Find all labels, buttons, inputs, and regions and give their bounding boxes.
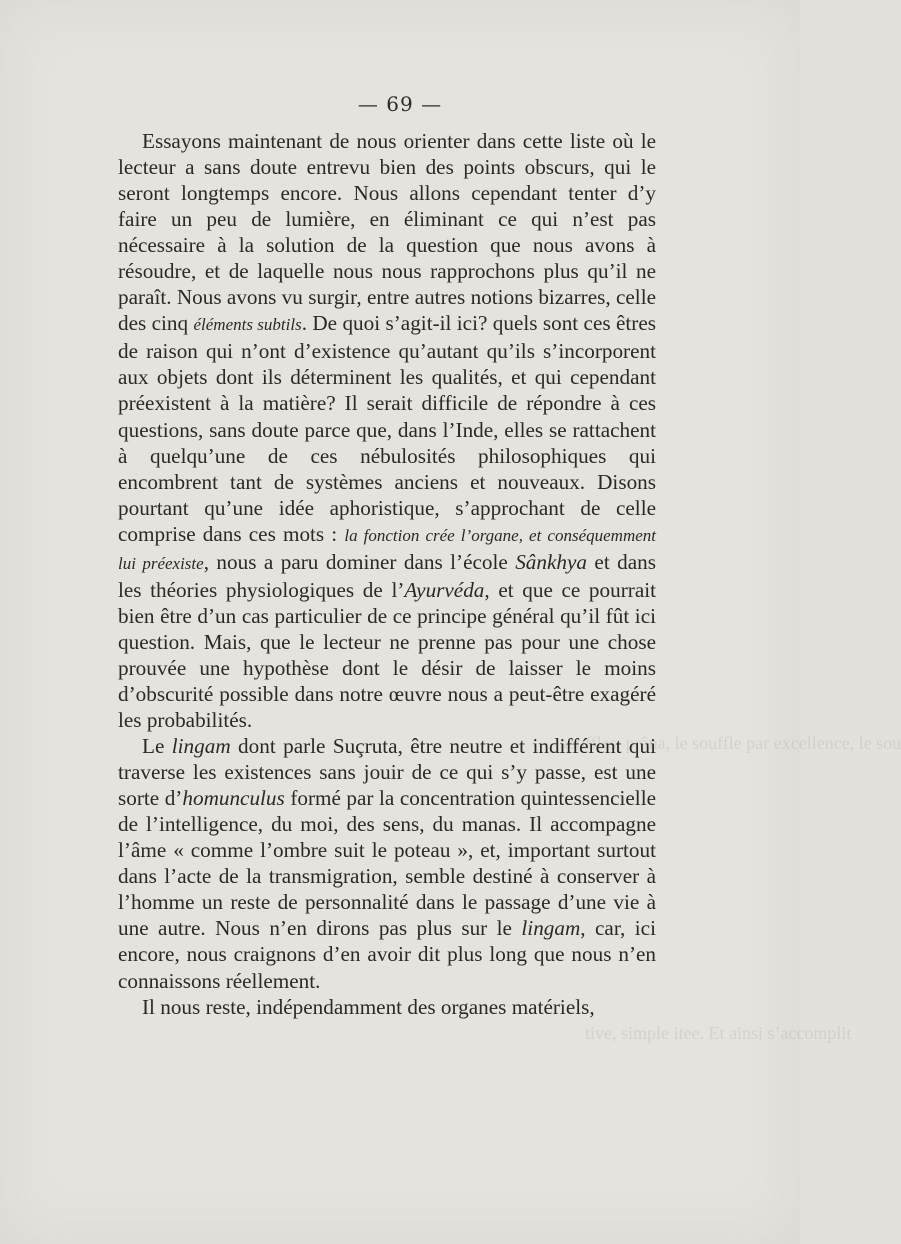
bleed-through-text-2: tive, simple itee. Et ainsi s’accomplit [585, 1023, 852, 1043]
term-ayurveda: Ayurvéda [404, 577, 485, 602]
paragraph-3 [118, 994, 656, 1020]
quotation-fonction-organe: la fonction crée l’organe, et conséquemment lui préexiste [118, 525, 656, 573]
paragraph-1-text-2: . De quoi s’agit-il ici? quels sont ces êtres de raison qui n’ont d’existence qu’autant qu’ils s’incorporent aux objets dont ils déterminent les qualités, et qui cependant préexistent à la matière? Il serait difficile de répondre à ces questions, sans doute parce que, dans l’Inde, elles se rattachent à quelqu’une de ces nébulosités philosophiques qui encombrent tant de systèmes anciens et nouveaux. Disons pourtant qu’une idée aphoristique, s’approchant de celle comprise dans ces mots : [118, 311, 656, 546]
paragraph-3-text-1: Il nous reste, indépendamment des organes matériels, [142, 994, 595, 1019]
term-elements-subtils: éléments subtils [193, 315, 302, 335]
bleed-through-text-1: souffles, prâna, le souffle par excellence, le sou [560, 733, 901, 753]
body-text [118, 128, 656, 1020]
paragraph-1-text-5: , et que ce pourrait bien être d’un cas particulier de ce principe général qu’il fût ici question. Mais, que le lecteur ne prenne pas pour une chose prouvée une hypothèse dont le désir de laisser le moins d’obscurité possible dans notre œuvre nous a peut-être exagéré les probabilités. [118, 577, 656, 733]
paragraph-2-text-3: formé par la concentration quintessencielle de l’intelligence, du moi, des sens, du manas. Il accompagne l’âme « comme l’ombre suit le poteau », et, important surtout dans l’acte de la transmigration, semble destiné à conserver à l’homme un reste de personnalité dans le passage d’une vie à une autre. Nous n’en dirons pas plus sur le [118, 786, 656, 941]
paragraph-1-text-4: et dans les théories physiologiques de l’ [118, 549, 656, 602]
paragraph-2-text-2: dont parle Suçruta, être neutre et indifférent qui traverse les existences sans jouir de ce qui s’y passe, est une sorte d’ [118, 734, 656, 811]
term-sankhya: Sânkhya [515, 549, 587, 574]
term-homunculus: homunculus [182, 786, 285, 811]
term-lingam: lingam [171, 734, 231, 759]
paragraph-2-text-1: Le [142, 734, 172, 759]
paragraph-1-text-3: , nous a paru dominer dans l’école [203, 549, 516, 574]
paragraph-2-text-4: , car, ici encore, nous craignons d’en avoir dit plus long que nous n’en connaissons réellement. [118, 916, 656, 993]
term-lingam-2: lingam [521, 916, 581, 941]
paragraph-1-text-1: Essayons maintenant de nous orienter dans cette liste où le lecteur a sans doute entrevu bien des points obscurs, qui le seront longtemps encore. Nous allons cependant tenter d’y faire un peu de lumière, en éliminant ce qui n’est pas nécessaire à la solution de la question que nous avons à résoudre, et de laquelle nous nous rapprochons plus qu’il ne paraît. Nous avons vu surgir, entre autres notions bizarres, celle des cinq [118, 129, 656, 336]
paragraph-2 [118, 733, 656, 993]
page-number: — 69 — [357, 92, 443, 116]
paragraph-1 [118, 128, 656, 733]
